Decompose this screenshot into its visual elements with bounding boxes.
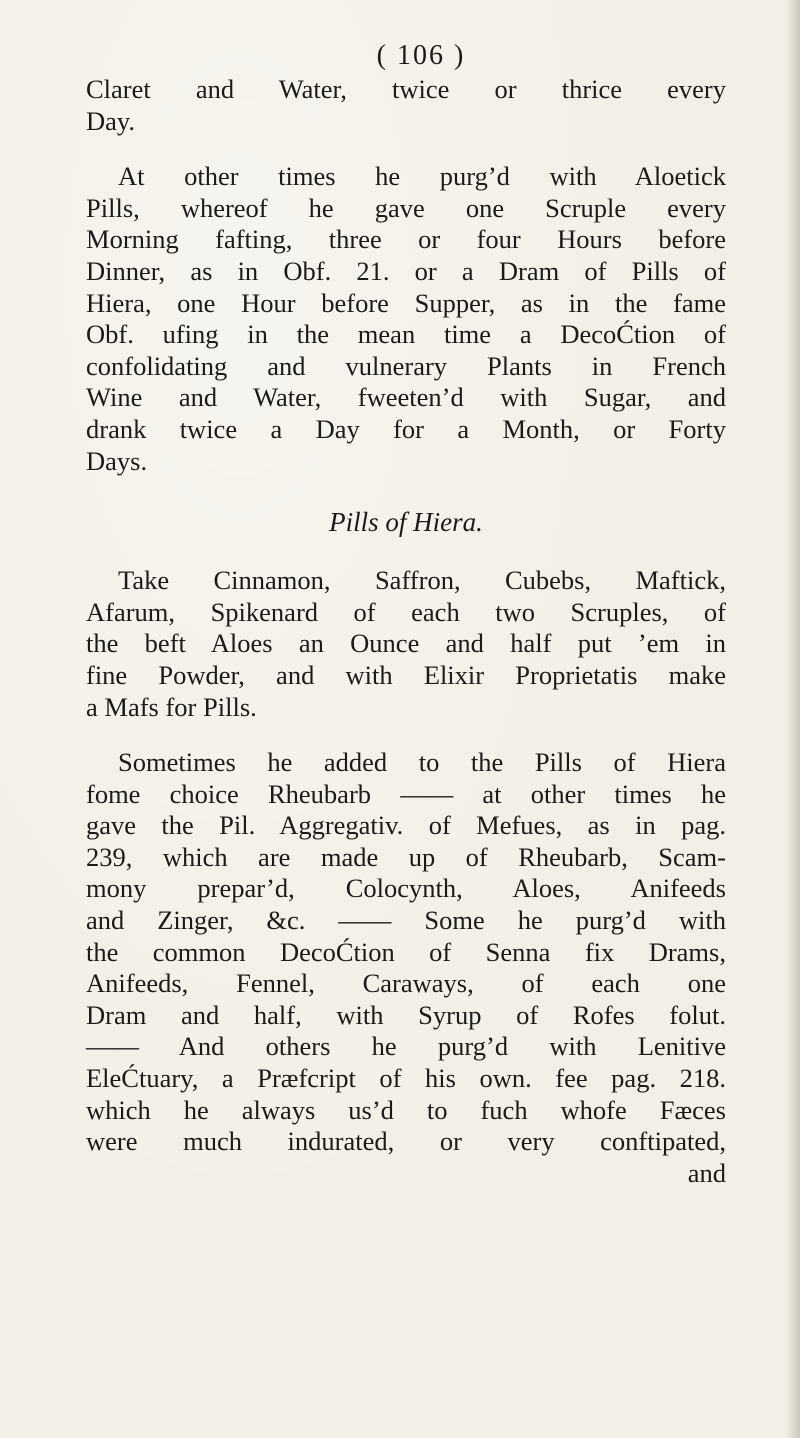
text-line: Obf. ufing in the mean time a DecoĆtion of <box>86 319 726 350</box>
text-line: Dram and half, with Syrup of Rofes folut. <box>86 999 726 1030</box>
text-line: Take Cinnamon, Saffron, Cubebs, Maftick, <box>118 565 726 596</box>
text-line: Anifeeds, Fennel, Caraways, of each one <box>86 968 726 999</box>
catchword: and <box>687 1157 726 1188</box>
text-line: 239, which are made up of Rheubarb, Scam- <box>86 841 726 872</box>
text-line: Hiera, one Hour before Supper, as in the fame <box>86 287 726 318</box>
text-line: Day. <box>86 105 136 136</box>
text-line: Dinner, as in Obf. 21. or a Dram of Pills of <box>86 255 726 286</box>
text-line: the beft Aloes an Ounce and half put ’em in <box>86 628 726 659</box>
text-line: Morning fafting, three or four Hours before <box>86 224 726 255</box>
section-heading: Pills of Hiera. <box>329 507 483 538</box>
text-line: drank twice a Day for a Month, or Forty <box>86 413 726 444</box>
page-edge-shadow <box>786 0 800 1438</box>
text-line: fine Powder, and with Elixir Proprietatis make <box>86 659 726 690</box>
paragraph-1 <box>86 74 726 137</box>
text-line: EleĆtuary, a Præfcript of his own. fee pag. 218. <box>86 1063 726 1094</box>
text-line: the common DecoĆtion of Senna fix Drams, <box>86 936 726 967</box>
text-line: Days. <box>86 445 148 476</box>
text-line: mony prepar’d, Colocynth, Aloes, Anifeeds <box>86 873 726 904</box>
paragraph-3 <box>86 565 726 723</box>
text-line: At other times he purg’d with Aloetick <box>118 161 726 192</box>
text-line: gave the Pil. Aggregativ. of Mefues, as in pag. <box>86 810 726 841</box>
text-line: were much indurated, or very conftipated, <box>86 1126 726 1157</box>
text-line: which he always us’d to fuch whofe Fæces <box>86 1094 726 1125</box>
text-line: Afarum, Spikenard of each two Scruples, of <box>86 596 726 627</box>
text-line: Sometimes he added to the Pills of Hiera <box>118 747 726 778</box>
paragraph-4 <box>86 747 726 1189</box>
text-line: Claret and Water, twice or thrice every <box>86 74 726 104</box>
text-line: and Zinger, &c. —— Some he purg’d with <box>86 905 726 936</box>
page-number: ( 106 ) <box>376 40 466 71</box>
text-line: confolidating and vulnerary Plants in French <box>86 350 726 381</box>
text-column <box>86 40 726 1189</box>
text-line: Pills, whereof he gave one Scruple every <box>86 192 726 223</box>
text-line: a Mafs for Pills. <box>86 691 257 722</box>
text-line: Wine and Water, fweeten’d with Sugar, and <box>86 382 726 413</box>
text-line: —— And others he purg’d with Lenitive <box>86 1031 726 1062</box>
paragraph-2 <box>86 161 726 477</box>
text-line: fome choice Rheubarb —— at other times he <box>86 778 726 809</box>
